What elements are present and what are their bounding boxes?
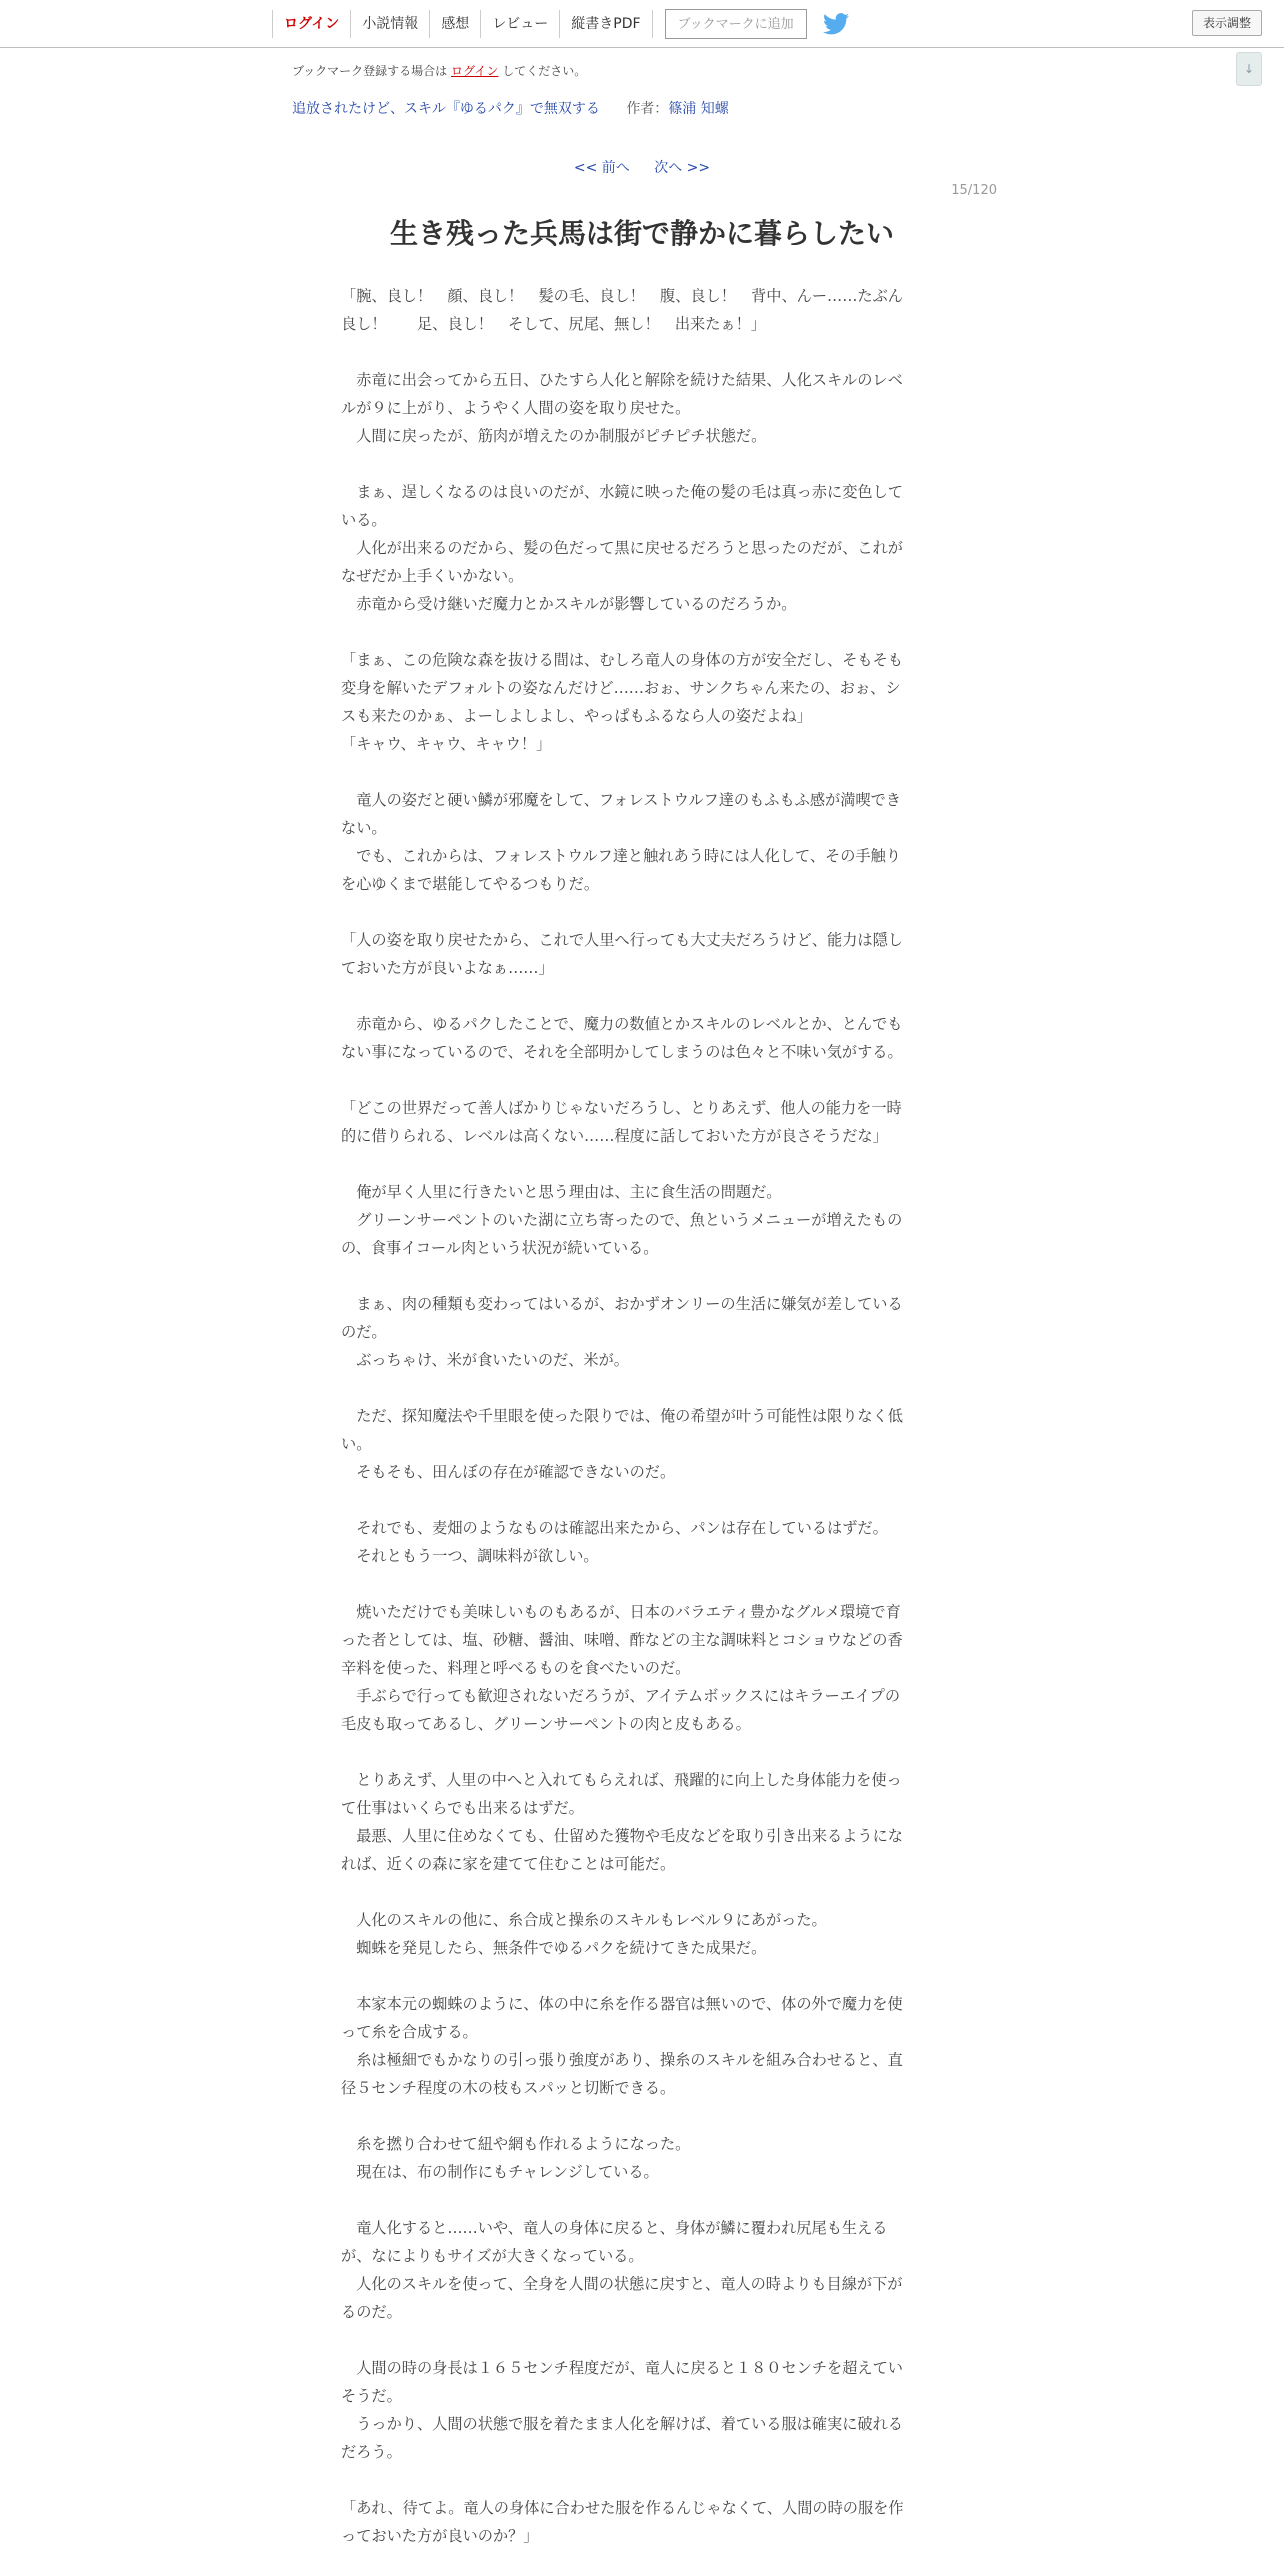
nav-vertical-pdf-link[interactable]: 縦書きPDF <box>559 10 652 38</box>
novel-paragraph <box>341 1402 941 1486</box>
novel-line: 「人の姿を取り戻せたから、これで人里へ行っても大丈夫だろうけど、能力は隠し <box>341 931 903 949</box>
novel-line: でも、これからは、フォレストウルフ達と触れあう時には人化して、その手触り <box>341 847 901 865</box>
novel-line: のだ。 <box>341 1323 387 1341</box>
novel-line: 手ぶらで行っても歓迎されないだろうが、アイテムボックスにはキラーエイプの <box>341 1687 901 1705</box>
novel-line: 「腕、良し！ 顔、良し！ 髪の毛、良し！ 腹、良し！ 背中、んー……たぶん <box>341 287 903 305</box>
novel-paragraph <box>341 2494 941 2550</box>
novel-line: 最悪、人里に住めなくても、仕留めた獲物や毛皮などを取り引き出来るようにな <box>341 1827 903 1845</box>
novel-line: ない。 <box>341 819 387 837</box>
novel-line: て仕事はいくらでも出来るはずだ。 <box>341 1799 584 1817</box>
novel-line: い。 <box>341 1435 372 1453</box>
novel-line: 人化のスキルを使って、全身を人間の状態に戻すと、竜人の時よりも目線が下が <box>341 2275 903 2293</box>
novel-paragraph <box>341 366 941 450</box>
novel-line: 人化のスキルの他に、糸合成と操糸のスキルもレベル９にあがった。 <box>341 1911 827 1929</box>
series-info <box>292 98 729 118</box>
novel-line: 人間に戻ったが、筋肉が増えたのか制服がピチピチ状態だ。 <box>341 427 767 445</box>
novel-body <box>341 282 941 2568</box>
novel-line: 径５センチ程度の木の枝もスパッと切断できる。 <box>341 2079 676 2097</box>
login-notice <box>292 62 586 79</box>
novel-line: 俺が早く人里に行きたいと思う理由は、主に食生活の問題だ。 <box>341 1183 782 1201</box>
chapter-pager <box>0 157 1284 177</box>
nav-review-link[interactable]: レビュー <box>480 10 559 38</box>
novel-paragraph <box>341 1766 941 1878</box>
novel-paragraph <box>341 1514 941 1570</box>
author-label: 作者： <box>626 101 669 117</box>
chapter-count: 15/120 <box>951 183 997 198</box>
novel-paragraph <box>341 926 941 982</box>
novel-line: 的に借りられる、レベルは高くない……程度に話しておいた方が良さそうだな」 <box>341 1127 888 1145</box>
novel-line: グリーンサーペントのいた湖に立ち寄ったので、魚というメニューが増えたもの <box>341 1211 903 1229</box>
novel-line: まぁ、逞しくなるのは良いのだが、水鏡に映った俺の髪の毛は真っ赤に変色して <box>341 483 903 501</box>
novel-line: ルが９に上がり、ようやく人間の姿を取り戻せた。 <box>341 399 691 417</box>
novel-line: ない事になっているので、それを全部明かしてしまうのは色々と不味い気がする。 <box>341 1043 903 1061</box>
novel-line: った者としては、塩、砂糖、醤油、味噌、酢などの主な調味料とコショウなどの香 <box>341 1631 903 1649</box>
novel-paragraph <box>341 1094 941 1150</box>
novel-line: そもそも、田んぼの存在が確認できないのだ。 <box>341 1463 676 1481</box>
novel-line: ておいた方が良いよなぁ……」 <box>341 959 554 977</box>
novel-paragraph <box>341 2130 941 2186</box>
novel-line: 現在は、布の制作にもチャレンジしている。 <box>341 2163 659 2181</box>
novel-line: スも来たのかぁ、よーしよしよし、やっぱもふるなら人の姿だよね」 <box>341 707 812 725</box>
novel-line: れば、近くの森に家を建てて住むことは可能だ。 <box>341 1855 676 1873</box>
novel-line: 赤竜に出会ってから五日、ひたすら人化と解除を続けた結果、人化スキルのレベ <box>341 371 903 389</box>
novel-paragraph <box>341 646 941 758</box>
next-chapter-link[interactable]: 次へ >> <box>654 160 711 176</box>
novel-line: 糸は極細でもかなりの引っ張り強度があり、操糸のスキルを組み合わせると、直 <box>341 2051 903 2069</box>
novel-line: 本家本元の蜘蛛のように、体の中に糸を作る器官は無いので、体の外で魔力を使 <box>341 1995 903 2013</box>
novel-line: 「まぁ、この危険な森を抜ける間は、むしろ竜人の身体の方が安全だし、そもそも <box>341 651 903 669</box>
add-bookmark-button[interactable]: ブックマークに追加 <box>665 9 807 39</box>
novel-paragraph <box>341 2354 941 2466</box>
novel-line: それともう一つ、調味料が欲しい。 <box>341 1547 599 1565</box>
novel-line: が、なによりもサイズが大きくなっている。 <box>341 2247 644 2265</box>
nav-impressions-link[interactable]: 感想 <box>429 10 480 38</box>
novel-line: 糸を撚り合わせて紐や網も作れるようになった。 <box>341 2135 691 2153</box>
author-name-link[interactable]: 篠浦 知螺 <box>668 101 729 117</box>
novel-paragraph <box>341 478 941 618</box>
novel-paragraph <box>341 786 941 898</box>
novel-paragraph <box>341 1178 941 1262</box>
prev-chapter-link[interactable]: << 前へ <box>573 160 630 176</box>
series-title-link[interactable]: 追放されたけど、スキル『ゆるパク』で無双する <box>292 101 600 117</box>
novel-line: だろう。 <box>341 2443 402 2461</box>
novel-line: まぁ、肉の種類も変わってはいるが、おかずオンリーの生活に嫌気が差している <box>341 1295 903 1313</box>
novel-line: とりあえず、人里の中へと入れてもらえれば、飛躍的に向上した身体能力を使っ <box>341 1771 902 1789</box>
novel-line: 竜人の姿だと硬い鱗が邪魔をして、フォレストウルフ達のもふもふ感が満喫でき <box>341 791 901 809</box>
login-notice-prefix: ブックマーク登録する場合は <box>292 64 448 78</box>
novel-paragraph <box>341 1010 941 1066</box>
novel-paragraph <box>341 1290 941 1374</box>
novel-line: を心ゆくまで堪能してやるつもりだ。 <box>341 875 600 893</box>
scroll-down-button[interactable]: ↓ <box>1236 52 1262 86</box>
novel-line: うっかり、人間の状態で服を着たまま人化を解けば、着ている服は確実に破れる <box>341 2415 903 2433</box>
novel-paragraph <box>341 1906 941 1962</box>
chapter-title: 生き残った兵馬は街で静かに暮らしたい <box>389 217 894 250</box>
novel-line: 「どこの世界だって善人ばかりじゃないだろうし、とりあえず、他人の能力を一時 <box>341 1099 902 1117</box>
novel-line: 蜘蛛を発見したら、無条件でゆるパクを続けてきた成果だ。 <box>341 1939 767 1957</box>
nav-login-link[interactable]: ログイン <box>272 10 350 38</box>
twitter-share-icon[interactable] <box>823 13 849 35</box>
novel-line: 人間の時の身長は１６５センチ程度だが、竜人に戻ると１８０センチを超えてい <box>341 2359 903 2377</box>
novel-line: 人化が出来るのだから、髪の色だって黒に戻せるだろうと思ったのだが、これが <box>341 539 903 557</box>
novel-line: るのだ。 <box>341 2303 402 2321</box>
novel-line: 竜人化すると……いや、竜人の身体に戻ると、身体が鱗に覆われ尻尾も生える <box>341 2219 888 2237</box>
novel-paragraph <box>341 1990 941 2102</box>
login-notice-link[interactable]: ログイン <box>451 64 499 78</box>
novel-line: ぶっちゃけ、米が食いたいのだ、米が。 <box>341 1351 629 1369</box>
novel-line: いる。 <box>341 511 387 529</box>
top-navigation-bar <box>0 0 1284 48</box>
novel-line: って糸を合成する。 <box>341 2023 478 2041</box>
novel-line: 赤竜から、ゆるパクしたことで、魔力の数値とかスキルのレベルとか、とんでも <box>341 1015 903 1033</box>
nav-novel-info-link[interactable]: 小説情報 <box>350 10 429 38</box>
novel-line: の、食事イコール肉という状況が続いている。 <box>341 1239 659 1257</box>
novel-line: 赤竜から受け継いだ魔力とかスキルが影響しているのだろうか。 <box>341 595 797 613</box>
novel-line: 「あれ、待てよ。竜人の身体に合わせた服を作るんじゃなくて、人間の時の服を作 <box>341 2499 904 2517</box>
novel-paragraph <box>341 282 941 338</box>
novel-paragraph <box>341 1598 941 1738</box>
login-notice-suffix: してください。 <box>502 64 587 78</box>
novel-line: 毛皮も取ってあるし、グリーンサーペントの肉と皮もある。 <box>341 1715 751 1733</box>
novel-line: なぜだか上手くいかない。 <box>341 567 524 585</box>
nav-menu <box>272 8 849 40</box>
novel-line: そうだ。 <box>341 2387 402 2405</box>
display-adjust-button[interactable]: 表示調整 <box>1192 10 1262 36</box>
novel-line: 「キャウ、キャウ、キャウ！」 <box>341 735 552 753</box>
novel-line: 辛料を使った、料理と呼べるものを食べたいのだ。 <box>341 1659 691 1677</box>
novel-paragraph <box>341 2214 941 2326</box>
novel-line: 良し！ 足、良し！ そして、尻尾、無し！ 出来たぁ！」 <box>341 315 766 333</box>
novel-line: っておいた方が良いのか？」 <box>341 2527 539 2545</box>
novel-line: 変身を解いたデフォルトの姿なんだけど……おぉ、サンクちゃん来たの、おぉ、シ <box>341 679 901 697</box>
novel-line: それでも、麦畑のようなものは確認出来たから、パンは存在しているはずだ。 <box>341 1519 888 1537</box>
novel-line: 焼いただけでも美味しいものもあるが、日本のバラエティ豊かなグルメ環境で育 <box>341 1603 901 1621</box>
novel-line: ただ、探知魔法や千里眼を使った限りでは、俺の希望が叶う可能性は限りなく低 <box>341 1407 903 1425</box>
